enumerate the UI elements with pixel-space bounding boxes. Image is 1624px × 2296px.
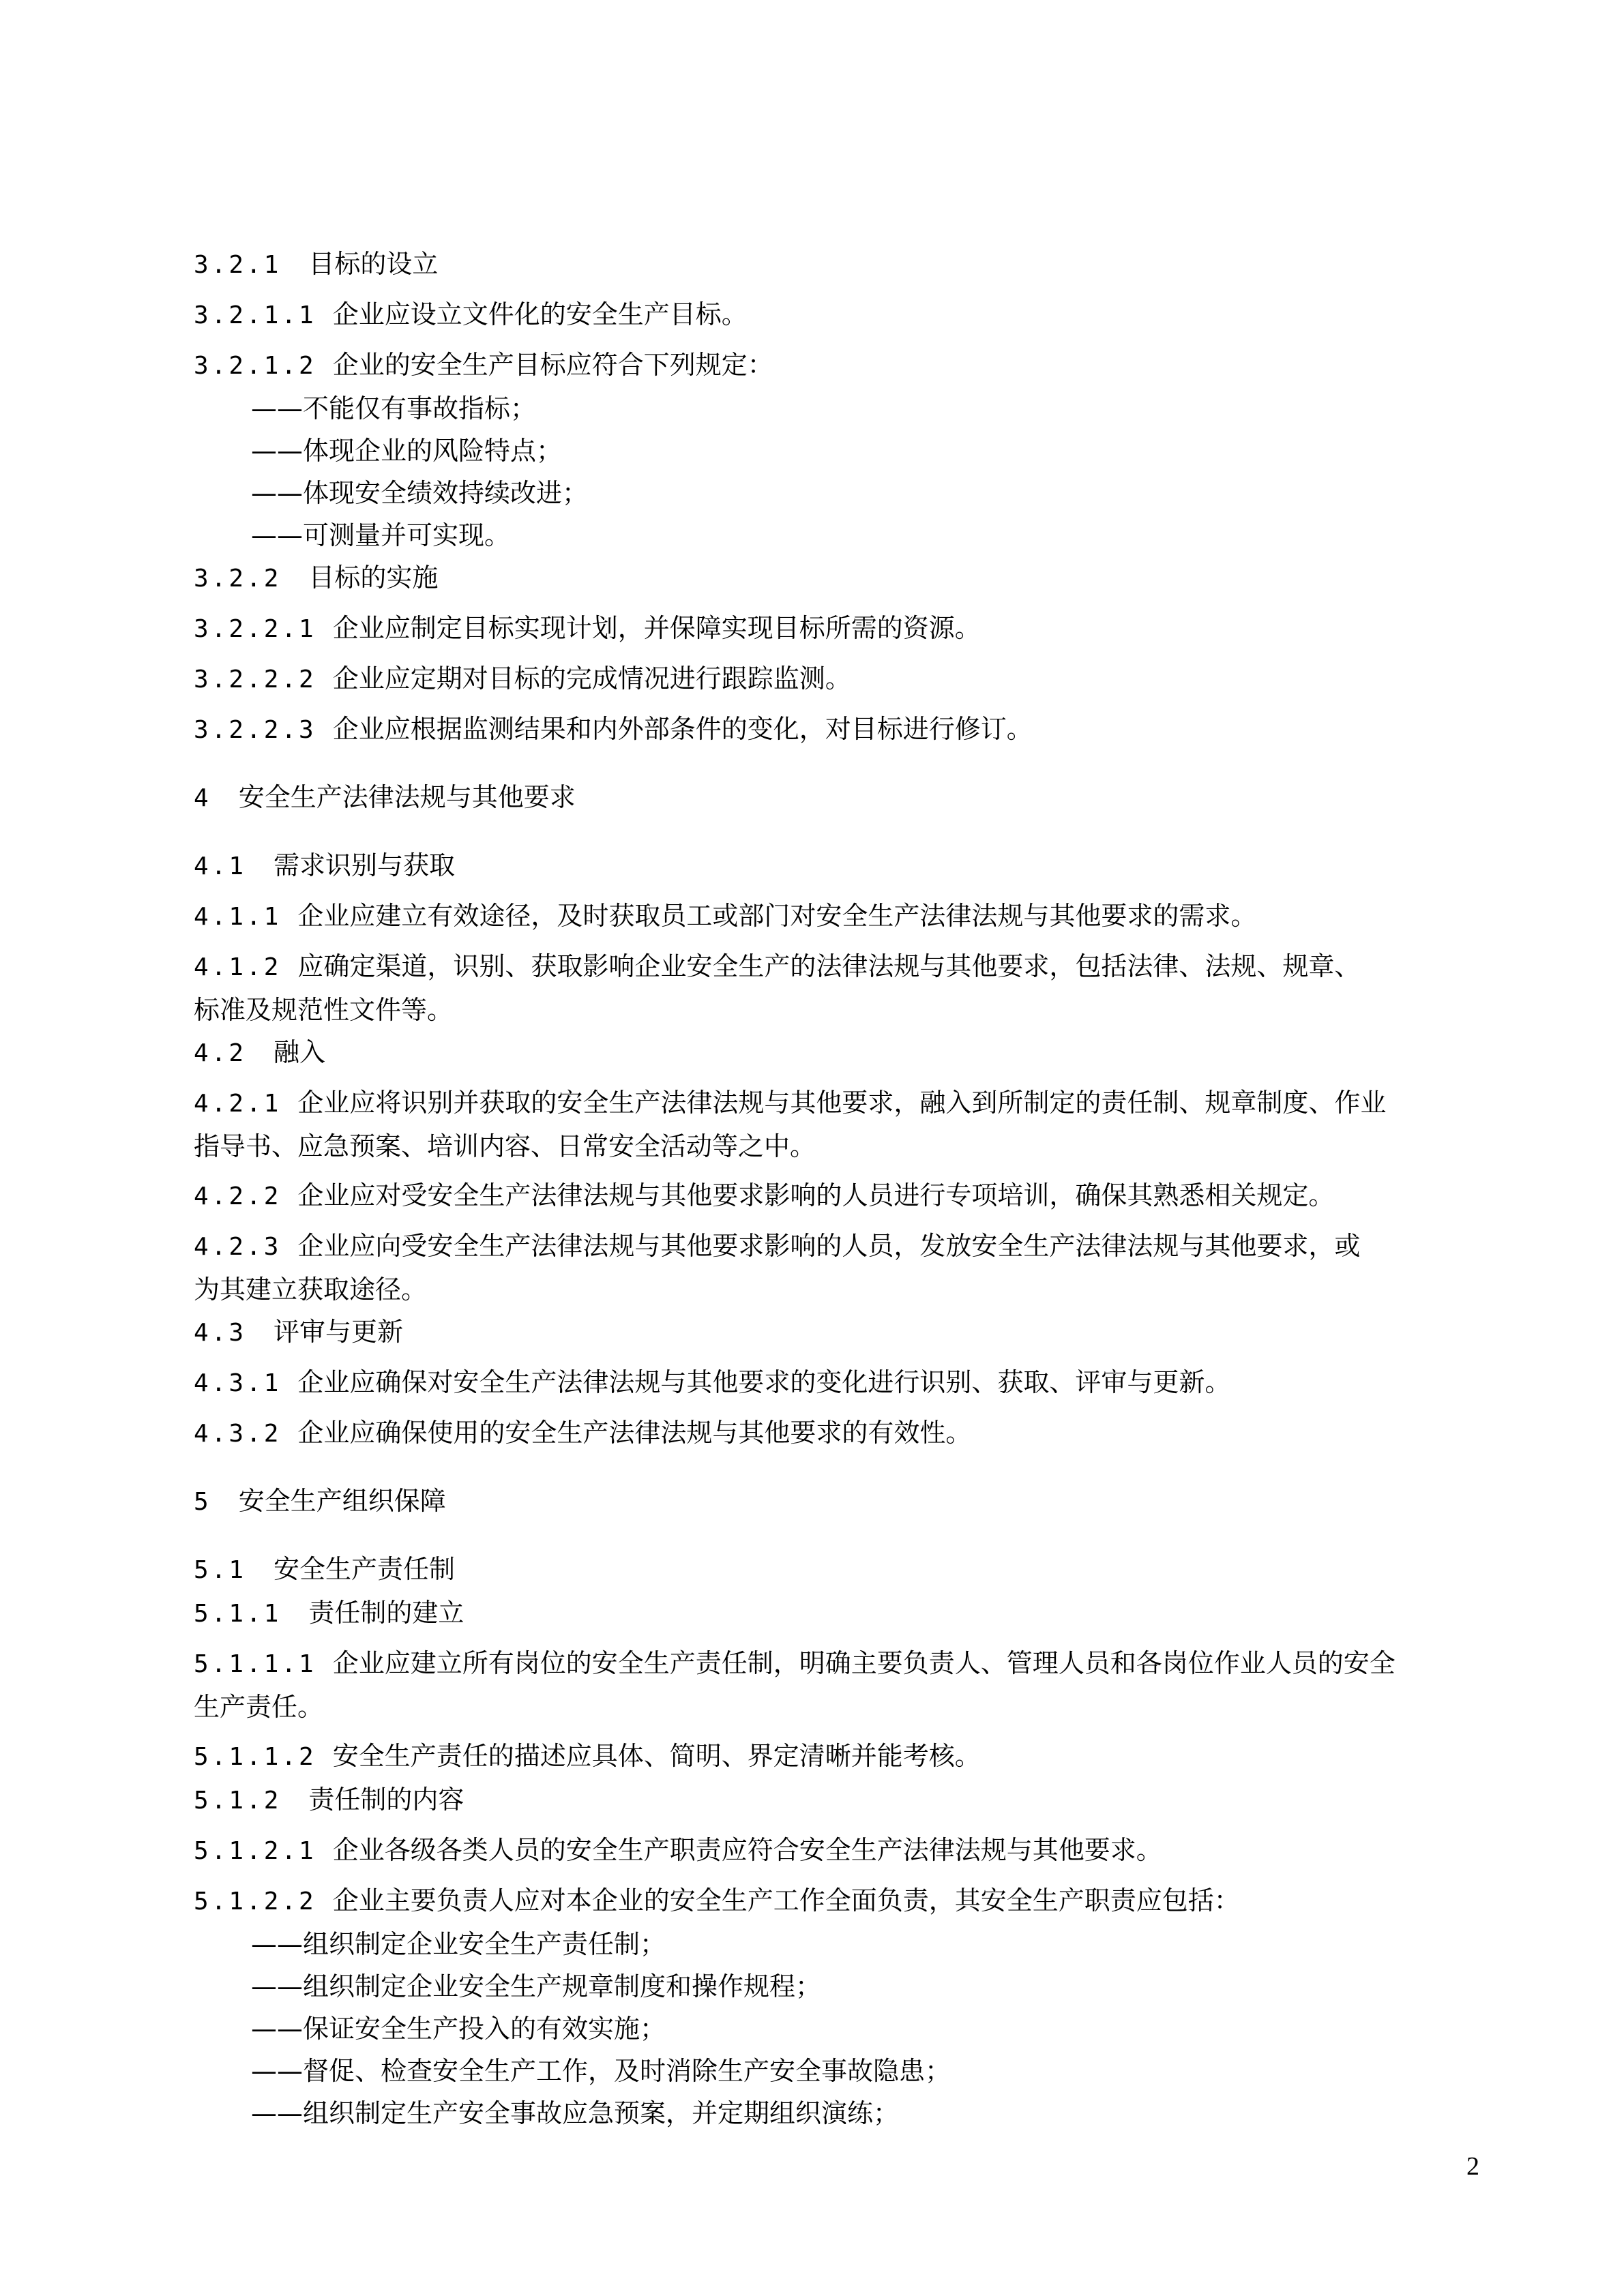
- clause: 4.2.3 企业应向受安全生产法律法规与其他要求影响的人员，发放安全生产法律法规与其他要求，或: [194, 1231, 1361, 1261]
- clause-continuation: 生产责任。: [194, 1692, 324, 1722]
- clause: 5.1.1.1 企业应建立所有岗位的安全生产责任制，明确主要负责人、管理人员和各岗位作业人员的安全: [194, 1648, 1396, 1678]
- clause: 4.1.1 企业应建立有效途径，及时获取员工或部门对安全生产法律法规与其他要求的需求。: [194, 901, 1257, 931]
- section-heading: 5.1.2 责任制的内容: [194, 1785, 464, 1815]
- clause: 3.2.1.1 企业应设立文件化的安全生产目标。: [194, 299, 748, 329]
- chapter-heading: 5 安全生产组织保障: [194, 1486, 446, 1516]
- section-heading: 3.2.1 目标的设立: [194, 249, 439, 279]
- section-heading: 4.3 评审与更新: [194, 1317, 404, 1347]
- clause: 4.2.1 企业应将识别并获取的安全生产法律法规与其他要求，融入到所制定的责任制、规章制度、作业: [194, 1088, 1387, 1118]
- section-heading: 5.1.1 责任制的建立: [194, 1598, 464, 1628]
- clause: 3.2.2.2 企业应定期对目标的完成情况进行跟踪监测。: [194, 664, 851, 694]
- clause: 4.1.2 应确定渠道，识别、获取影响企业安全生产的法律法规与其他要求，包括法律、法规、规章、: [194, 951, 1361, 981]
- clause: 5.1.2.2 企业主要负责人应对本企业的安全生产工作全面负责，其安全生产职责应包括：: [194, 1885, 1240, 1915]
- list-item: ——体现安全绩效持续改进；: [251, 478, 589, 508]
- clause: 3.2.1.2 企业的安全生产目标应符合下列规定：: [194, 350, 773, 380]
- chapter-heading: 4 安全生产法律法规与其他要求: [194, 782, 576, 812]
- clause: 3.2.2.1 企业应制定目标实现计划，并保障实现目标所需的资源。: [194, 613, 981, 643]
- clause: 5.1.2.1 企业各级各类人员的安全生产职责应符合安全生产法律法规与其他要求。: [194, 1835, 1162, 1865]
- list-item: ——组织制定企业安全生产规章制度和操作规程；: [251, 1971, 822, 2001]
- section-heading: 4.2 融入: [194, 1037, 326, 1067]
- section-heading: 5.1 安全生产责任制: [194, 1554, 456, 1584]
- section-heading: 3.2.2 目标的实施: [194, 563, 439, 593]
- list-item: ——体现企业的风险特点；: [251, 436, 563, 466]
- clause-continuation: 为其建立获取途径。: [194, 1274, 428, 1304]
- section-heading: 4.1 需求识别与获取: [194, 850, 456, 880]
- clause: 4.3.2 企业应确保使用的安全生产法律法规与其他要求的有效性。: [194, 1418, 972, 1448]
- clause: 4.3.1 企业应确保对安全生产法律法规与其他要求的变化进行识别、获取、评审与更新。: [194, 1367, 1231, 1397]
- clause: 5.1.1.2 安全生产责任的描述应具体、简明、界定清晰并能考核。: [194, 1741, 981, 1771]
- list-item: ——保证安全生产投入的有效实施；: [251, 2014, 666, 2044]
- document-body: [194, 243, 1476, 2134]
- list-item: ——组织制定生产安全事故应急预案，并定期组织演练；: [251, 2098, 900, 2128]
- clause-continuation: 标准及规范性文件等。: [194, 995, 454, 1025]
- clause-continuation: 指导书、应急预案、培训内容、日常安全活动等之中。: [194, 1131, 816, 1161]
- clause: 3.2.2.3 企业应根据监测结果和内外部条件的变化，对目标进行修订。: [194, 714, 1033, 744]
- list-item: ——组织制定企业安全生产责任制；: [251, 1929, 666, 1959]
- list-item: ——督促、检查安全生产工作，及时消除生产安全事故隐患；: [251, 2056, 951, 2086]
- clause: 4.2.2 企业应对受安全生产法律法规与其他要求影响的人员进行专项培训，确保其熟悉相关规定。: [194, 1180, 1335, 1210]
- list-item: ——不能仅有事故指标；: [251, 393, 537, 423]
- list-item: ——可测量并可实现。: [251, 520, 511, 550]
- page-number: 2: [1466, 2152, 1479, 2181]
